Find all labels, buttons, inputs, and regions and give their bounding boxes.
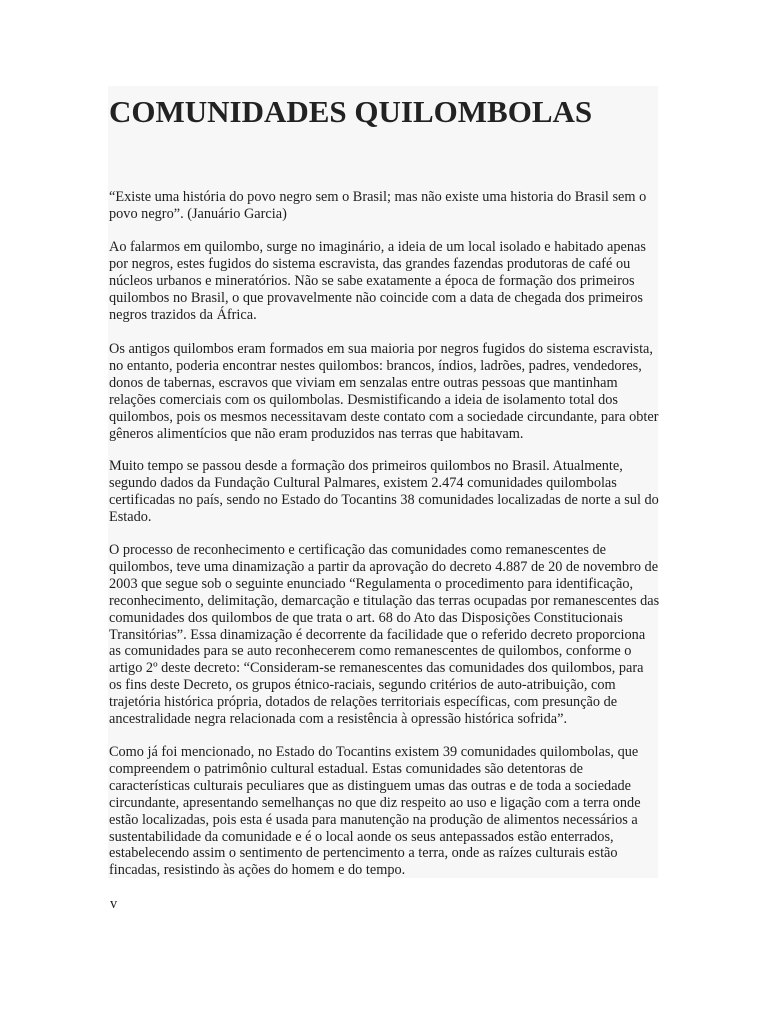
text-line: “Existe uma história do povo negro sem o Brasil; mas não existe uma historia do Brasil sem o bbox=[109, 189, 647, 205]
paragraph-5 bbox=[109, 744, 641, 879]
text-line: quilombos no Brasil, o que provavelmente não coincide com a data de chegada dos primeiros bbox=[109, 289, 643, 306]
text-line: 2003 que segue sob o seguinte enunciado “Regulamenta o procedimento para identificação, bbox=[109, 575, 634, 592]
text-line: fincadas, resistindo às ações do homem e do tempo. bbox=[109, 862, 406, 879]
text-line: comunidades dos quilombos de que trata o art. 68 do Ato das Disposições Constitucionais bbox=[109, 609, 623, 626]
text-line: quilombos, teve uma dinamização a partir da aprovação do decreto 4.887 de 20 de novembro de bbox=[109, 558, 659, 575]
text-line: Ao falarmos em quilombo, surge no imaginário, a ideia de um local isolado e habitado apenas bbox=[109, 239, 646, 255]
text-line: povo negro”. (Januário Garcia) bbox=[109, 205, 287, 222]
text-line: por negros, estes fugidos do sistema escravista, das grandes fazendas produtoras de café ou bbox=[109, 255, 631, 272]
text-line: no entanto, poderia encontrar nestes quilombos: brancos, índios, ladrões, padres, vendedores, bbox=[109, 357, 642, 374]
text-line: certificadas no país, sendo no Estado do Tocantins 38 comunidades localizadas de norte a sul do bbox=[109, 491, 659, 508]
text-line: estão localizadas, pois esta é usada para manutenção na produção de alimentos necessários a bbox=[109, 811, 638, 828]
footer-mark: v bbox=[110, 896, 118, 912]
text-line: estabelecendo assim o sentimento de pertencimento a terra, onde as raízes culturais estão bbox=[109, 845, 618, 862]
text-line: segundo dados da Fundação Cultural Palmares, existem 2.474 comunidades quilombolas bbox=[109, 474, 617, 491]
text-line: Transitórias”. Essa dinamização é decorrente da facilidade que o referido decreto proporciona bbox=[109, 626, 646, 643]
text-line: quilombos, pois os mesmos necessitavam deste contato com a sociedade circundante, para obter bbox=[109, 408, 659, 425]
text-line: características culturais peculiares que as distinguem umas das outras e de toda a sociedade bbox=[109, 777, 632, 794]
paragraph-quote bbox=[109, 189, 646, 223]
text-line: os fins deste Decreto, os grupos étnico-raciais, segundo critérios de auto-atribuição, com bbox=[109, 677, 616, 694]
paragraph-1 bbox=[109, 239, 646, 324]
text-line: O processo de reconhecimento e certificação das comunidades como remanescentes de bbox=[109, 542, 606, 558]
paragraph-2 bbox=[109, 341, 658, 442]
text-line: negros trazidos da África. bbox=[109, 306, 257, 323]
text-line: gêneros alimentícios que não eram produzidos nas terras que habitavam. bbox=[109, 425, 524, 442]
paragraph-4 bbox=[109, 542, 659, 728]
paragraph-3 bbox=[109, 458, 659, 526]
text-line: donos de tabernas, escravos que viviam em senzalas entre outras pessoas que mantinham bbox=[109, 374, 618, 391]
text-line: Muito tempo se passou desde a formação dos primeiros quilombos no Brasil. Atualmente, bbox=[109, 458, 623, 474]
text-line: as comunidades para se auto reconhecerem como remanescentes de quilombos, conforme o bbox=[109, 643, 632, 660]
text-line: relações comerciais com os quilombolas. Desmistificando a ideia de isolamento total dos bbox=[109, 391, 618, 408]
text-line: reconhecimento, delimitação, demarcação e titulação das terras ocupadas por remanescentes das bbox=[109, 592, 660, 609]
text-line: compreendem o patrimônio cultural estadual. Estas comunidades são detentoras de bbox=[109, 760, 584, 777]
text-line: trajetória histórica própria, dotados de relações territoriais específicas, com presunção de bbox=[109, 694, 618, 711]
text-line: circundante, apresentando semelhanças no que diz respeito ao uso e ligação com a terra onde bbox=[109, 794, 641, 811]
text-line: Os antigos quilombos eram formados em sua maioria por negros fugidos do sistema escravista, bbox=[109, 341, 653, 357]
document-title: COMUNIDADES QUILOMBOLAS bbox=[109, 94, 593, 129]
text-line: artigo 2º deste decreto: “Consideram-se remanescentes das comunidades dos quilombos, para bbox=[109, 660, 644, 677]
text-line: núcleos urbanos e mineratórios. Não se sabe exatamente a época de formação dos primeiros bbox=[109, 272, 635, 289]
text-line: Estado. bbox=[109, 508, 152, 525]
text-line: Como já foi mencionado, no Estado do Tocantins existem 39 comunidades quilombolas, que bbox=[109, 744, 639, 760]
text-line: ancestralidade negra relacionada com a resistência à opressão histórica sofrida”. bbox=[109, 711, 568, 728]
text-line: sustentabilidade da comunidade e é o local aonde os seus antepassados estão enterrados, bbox=[109, 828, 614, 845]
